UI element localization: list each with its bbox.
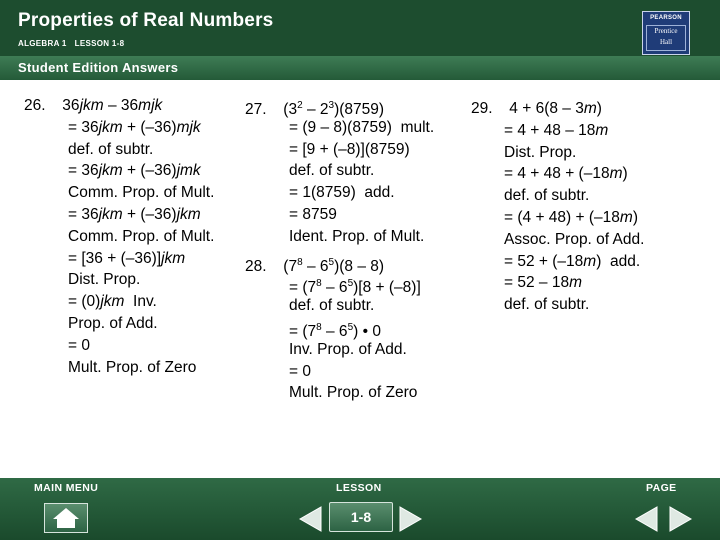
answer-line: = 36jkm + (–36)jmk	[68, 162, 201, 180]
answer-line: = [9 + (–8)](8759)	[289, 140, 410, 158]
answer-line: Comm. Prop. of Mult.	[68, 227, 215, 245]
answer-line: = 4 + 48 – 18m	[504, 121, 609, 139]
answer-line: = 8759	[289, 205, 337, 223]
answer-line: 29. 4 + 6(8 – 3m)	[471, 100, 602, 117]
section-title: Student Edition Answers	[18, 60, 179, 75]
main-menu-button[interactable]	[44, 503, 88, 533]
answer-line: def. of subtr.	[68, 140, 154, 158]
answer-line: = (9 – 8)(8759) mult.	[289, 118, 435, 136]
answer-line: 26. 36jkm – 36mjk	[24, 97, 163, 114]
answer-line: = [36 + (–36)]jkm	[68, 249, 186, 267]
answer-line: = 52 + (–18m) add.	[504, 252, 641, 270]
answer-line: Mult. Prop. of Zero	[68, 358, 197, 376]
answer-27-28	[245, 95, 434, 404]
next-page-button[interactable]	[668, 505, 694, 533]
answer-line: = 0	[289, 362, 311, 380]
course-label: ALGEBRA 1	[18, 39, 67, 48]
answer-line: Assoc. Prop. of Add.	[504, 230, 645, 248]
lesson-subtitle	[18, 39, 132, 48]
answer-line: Prop. of Add.	[68, 314, 158, 332]
lesson-number: LESSON 1-8	[74, 39, 125, 48]
answer-line: def. of subtr.	[289, 297, 375, 315]
answer-29	[471, 98, 644, 316]
answer-line: def. of subtr.	[504, 296, 590, 314]
answer-26	[24, 95, 214, 378]
lesson-button-label: 1-8	[350, 509, 372, 525]
answer-line: def. of subtr.	[504, 187, 590, 205]
answer-line: Inv. Prop. of Add.	[289, 340, 407, 358]
page-label: PAGE	[646, 482, 677, 494]
answer-line: = 1(8759) add.	[289, 184, 395, 202]
answer-line: = 36jkm + (–36)jkm	[68, 205, 201, 223]
answer-line: 27. $(3^2 - 2^3)(8759)$	[245, 100, 385, 119]
answer-line: 28. $(7^8 - 6^5)(8 - 8)$	[245, 256, 385, 275]
main-menu-label: MAIN MENU	[34, 482, 99, 494]
answer-line: = 4 + 48 + (–18m)	[504, 165, 628, 183]
answer-line: = 0	[68, 336, 90, 354]
logo-brand: PEARSON	[650, 15, 682, 21]
answer-line: = (0)jkm Inv.	[68, 293, 157, 311]
answer-line: Dist. Prop.	[68, 271, 141, 289]
home-icon	[52, 507, 80, 529]
page-title: Properties of Real Numbers	[18, 10, 274, 31]
answer-line: = (4 + 48) + (–18m)	[504, 208, 638, 226]
pearson-logo	[642, 11, 690, 55]
answer-line: Dist. Prop.	[504, 143, 577, 161]
logo-imprint: Prentice Hall	[646, 25, 686, 51]
previous-lesson-button[interactable]	[297, 505, 323, 533]
next-lesson-button[interactable]	[398, 505, 424, 533]
answer-line: = $(7^8 - 6^5)[8 + (-8)]$	[289, 278, 421, 297]
answer-line: = 52 – 18m	[504, 274, 582, 292]
answer-line: Ident. Prop. of Mult.	[289, 227, 425, 245]
answer-line: = $(7^8 - 6^5)$ • 0	[289, 321, 381, 341]
previous-page-button[interactable]	[633, 505, 659, 533]
answer-line: Comm. Prop. of Mult.	[68, 184, 215, 202]
answer-line: = 36jkm + (–36)mjk	[68, 118, 201, 136]
lesson-button[interactable]	[329, 502, 393, 532]
lesson-label: LESSON	[336, 482, 382, 494]
answer-line: def. of subtr.	[289, 162, 375, 180]
answer-line: Mult. Prop. of Zero	[289, 384, 418, 402]
